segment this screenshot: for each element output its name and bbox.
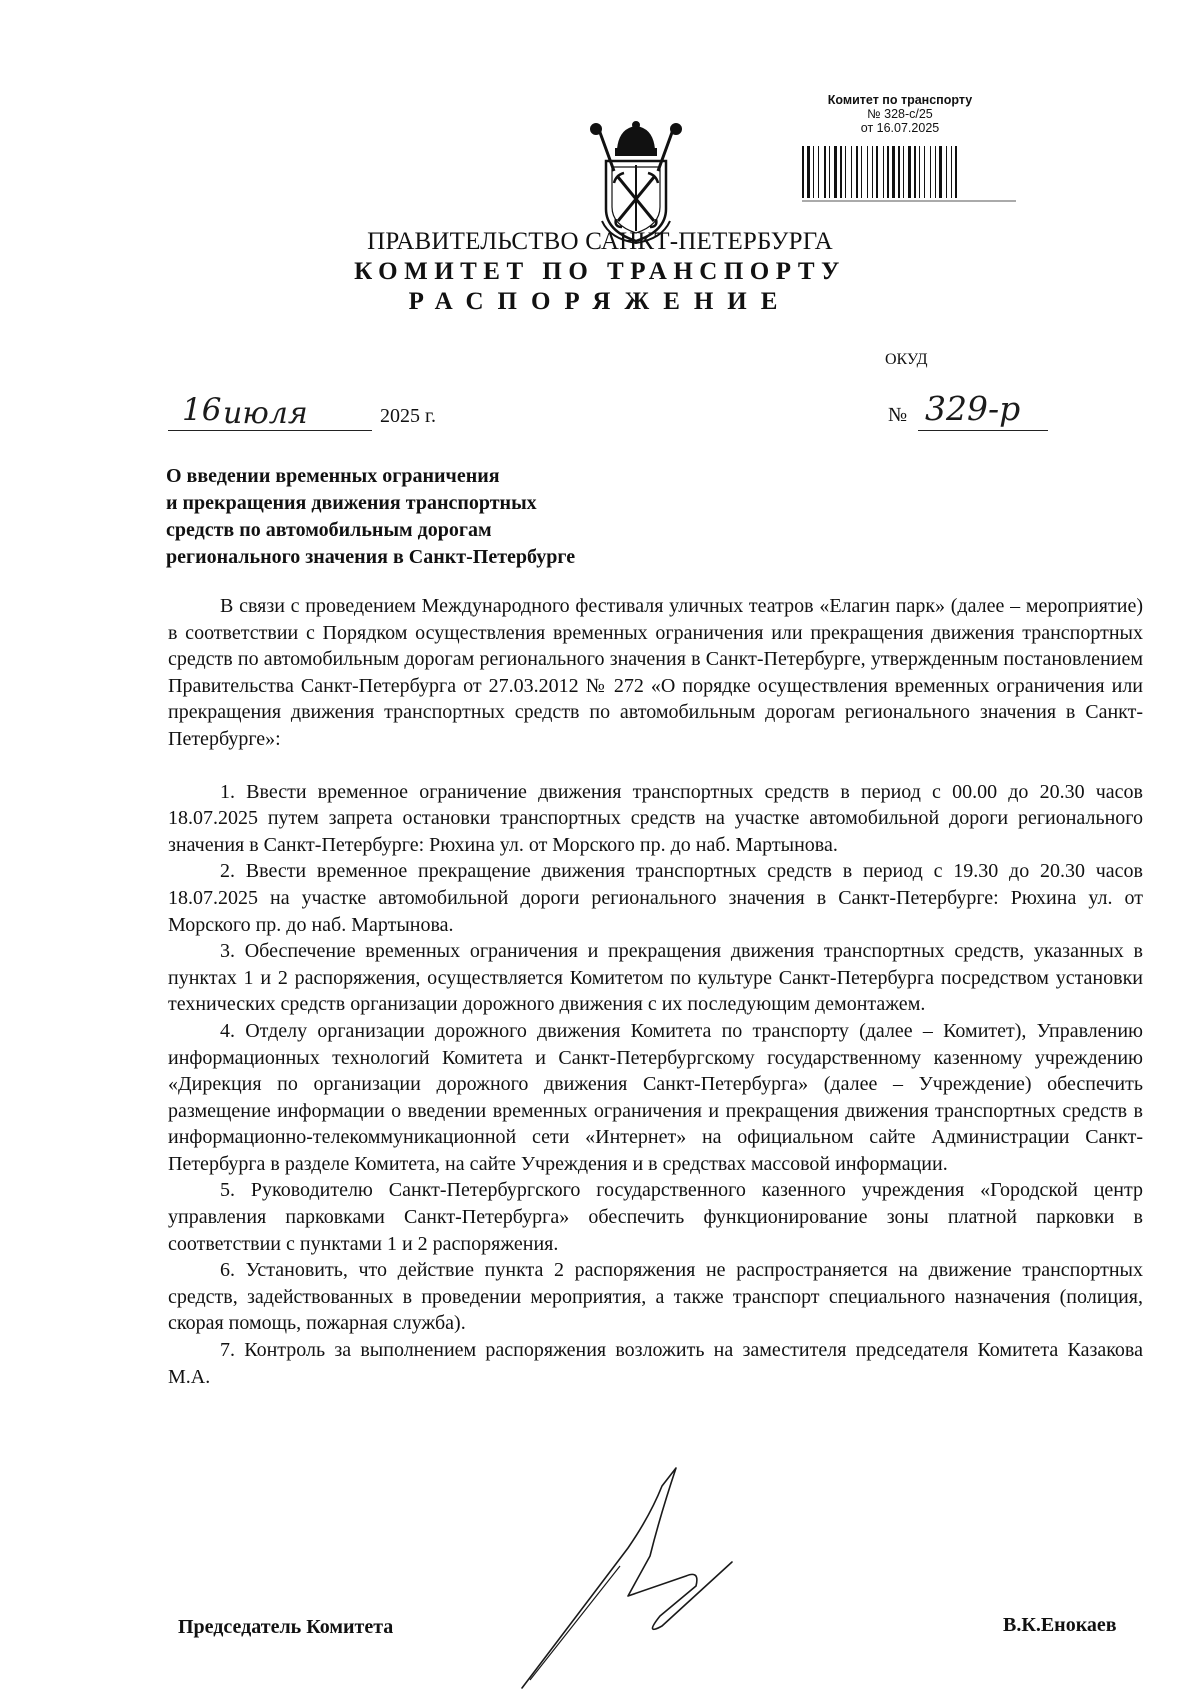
title-line: и прекращения движения транспортных xyxy=(166,492,537,514)
clause-7: 7. Контроль за выполнением распоряжения возложить на заместителя председателя Комитета Казакова М.А. xyxy=(168,1339,1143,1388)
document-body xyxy=(168,593,1143,1390)
clause-4: 4. Отделу организации дорожного движения Комитета по транспорту (далее – Комитет), Управлению информационных технологий Комитета и Санкт-Петербургскому государственному казенному учреждению «Дирекция по организации дорожного движения Санкт-Петербурга» (далее – Учреждение) обеспечить размещение информации о введении временных ограничения и прекращения движения транспортных средств в информационно-телекоммуникационной сети «Интернет» на официальном сайте Администрации Санкт-Петербурга в разделе Комитета, на сайте Учреждения и в средствах массовой информации. xyxy=(168,1019,1143,1175)
number-underline xyxy=(918,430,1048,431)
handwritten-signature xyxy=(500,1466,750,1692)
date-year: 2025 г. xyxy=(380,405,436,427)
stamp-reg-date: от 16.07.2025 xyxy=(860,121,940,135)
stamp-reg-number: № 328-с/25 xyxy=(867,107,933,121)
document-title xyxy=(166,463,766,571)
clause-2: 2. Ввести временное прекращение движения транспортных средств в период с 19.30 до 20.30 часов 18.07.2025 на участке автомобильной дороги регионального значения в Санкт-Петербурге: Рюхина ул. от Морского пр. до наб. Мартынова. xyxy=(168,860,1143,936)
number-label: № xyxy=(888,404,908,426)
registration-stamp xyxy=(800,93,1000,135)
document-type: РАСПОРЯЖЕНИЕ xyxy=(408,288,792,315)
signatory-position: Председатель Комитета xyxy=(178,1616,394,1638)
date-month: июля xyxy=(223,396,308,431)
government-name: ПРАВИТЕЛЬСТВО САНКТ-ПЕТЕРБУРГА xyxy=(367,228,833,255)
signatory-name: В.К.Енокаев xyxy=(1003,1614,1117,1636)
title-line: средств по автомобильным дорогам xyxy=(166,519,492,541)
title-line: О введении временных ограничения xyxy=(166,465,500,487)
okud-label: ОКУД xyxy=(885,351,928,368)
barcode xyxy=(802,146,1016,202)
clause-3: 3. Обеспечение временных ограничения и прекращения движения транспортных средств, указанных в пунктах 1 и 2 распоряжения, осуществляется Комитетом по культуре Санкт-Петербурга посредством установки технических средств организации дорожного движения с их последующим демонтажем. xyxy=(168,940,1143,1016)
date-day: 16 xyxy=(182,392,222,428)
document-number: 329-р xyxy=(925,389,1021,428)
clause-1: 1. Ввести временное ограничение движения транспортных средств в период с 00.00 до 20.30 часов 18.07.2025 путем запрета остановки транспортных средств на участке автомобильной дороги регионального значения в Санкт-Петербурге: Рюхина ул. от Морского пр. до наб. Мартынова. xyxy=(168,780,1143,856)
clause-6: 6. Установить, что действие пункта 2 распоряжения не распространяется на движение транспортных средств, задействованных в проведении мероприятия, а также транспорт специального назначения (полиция, скорая помощь, пожарная служба). xyxy=(168,1259,1143,1335)
date-underline xyxy=(168,430,372,431)
committee-name: КОМИТЕТ ПО ТРАНСПОРТУ xyxy=(354,258,846,285)
clause-5: 5. Руководителю Санкт-Петербургского государственного казенного учреждения «Городской центр управления парковками Санкт-Петербурга» обеспечить функционирование зоны платной парковки в соответствии с пунктами 1 и 2 распоряжения. xyxy=(168,1179,1143,1255)
title-line: регионального значения в Санкт-Петербурге xyxy=(166,546,576,568)
stamp-org: Комитет по транспорту xyxy=(827,93,973,107)
preamble-paragraph: В связи с проведением Международного фестиваля уличных театров «Елагин парк» (далее – мероприятие) в соответствии с Порядком осуществления временных ограничения или прекращения движения транспортных средств по автомобильным дорогам регионального значения в Санкт-Петербурге, утвержденным постановлением Правительства Санкт-Петербурга от 27.03.2012 № 272 «О порядке осуществления временных ограничения или прекращения движения транспортных средств по автомобильным дорогам регионального значения в Санкт-Петербурге»: xyxy=(168,595,1143,750)
